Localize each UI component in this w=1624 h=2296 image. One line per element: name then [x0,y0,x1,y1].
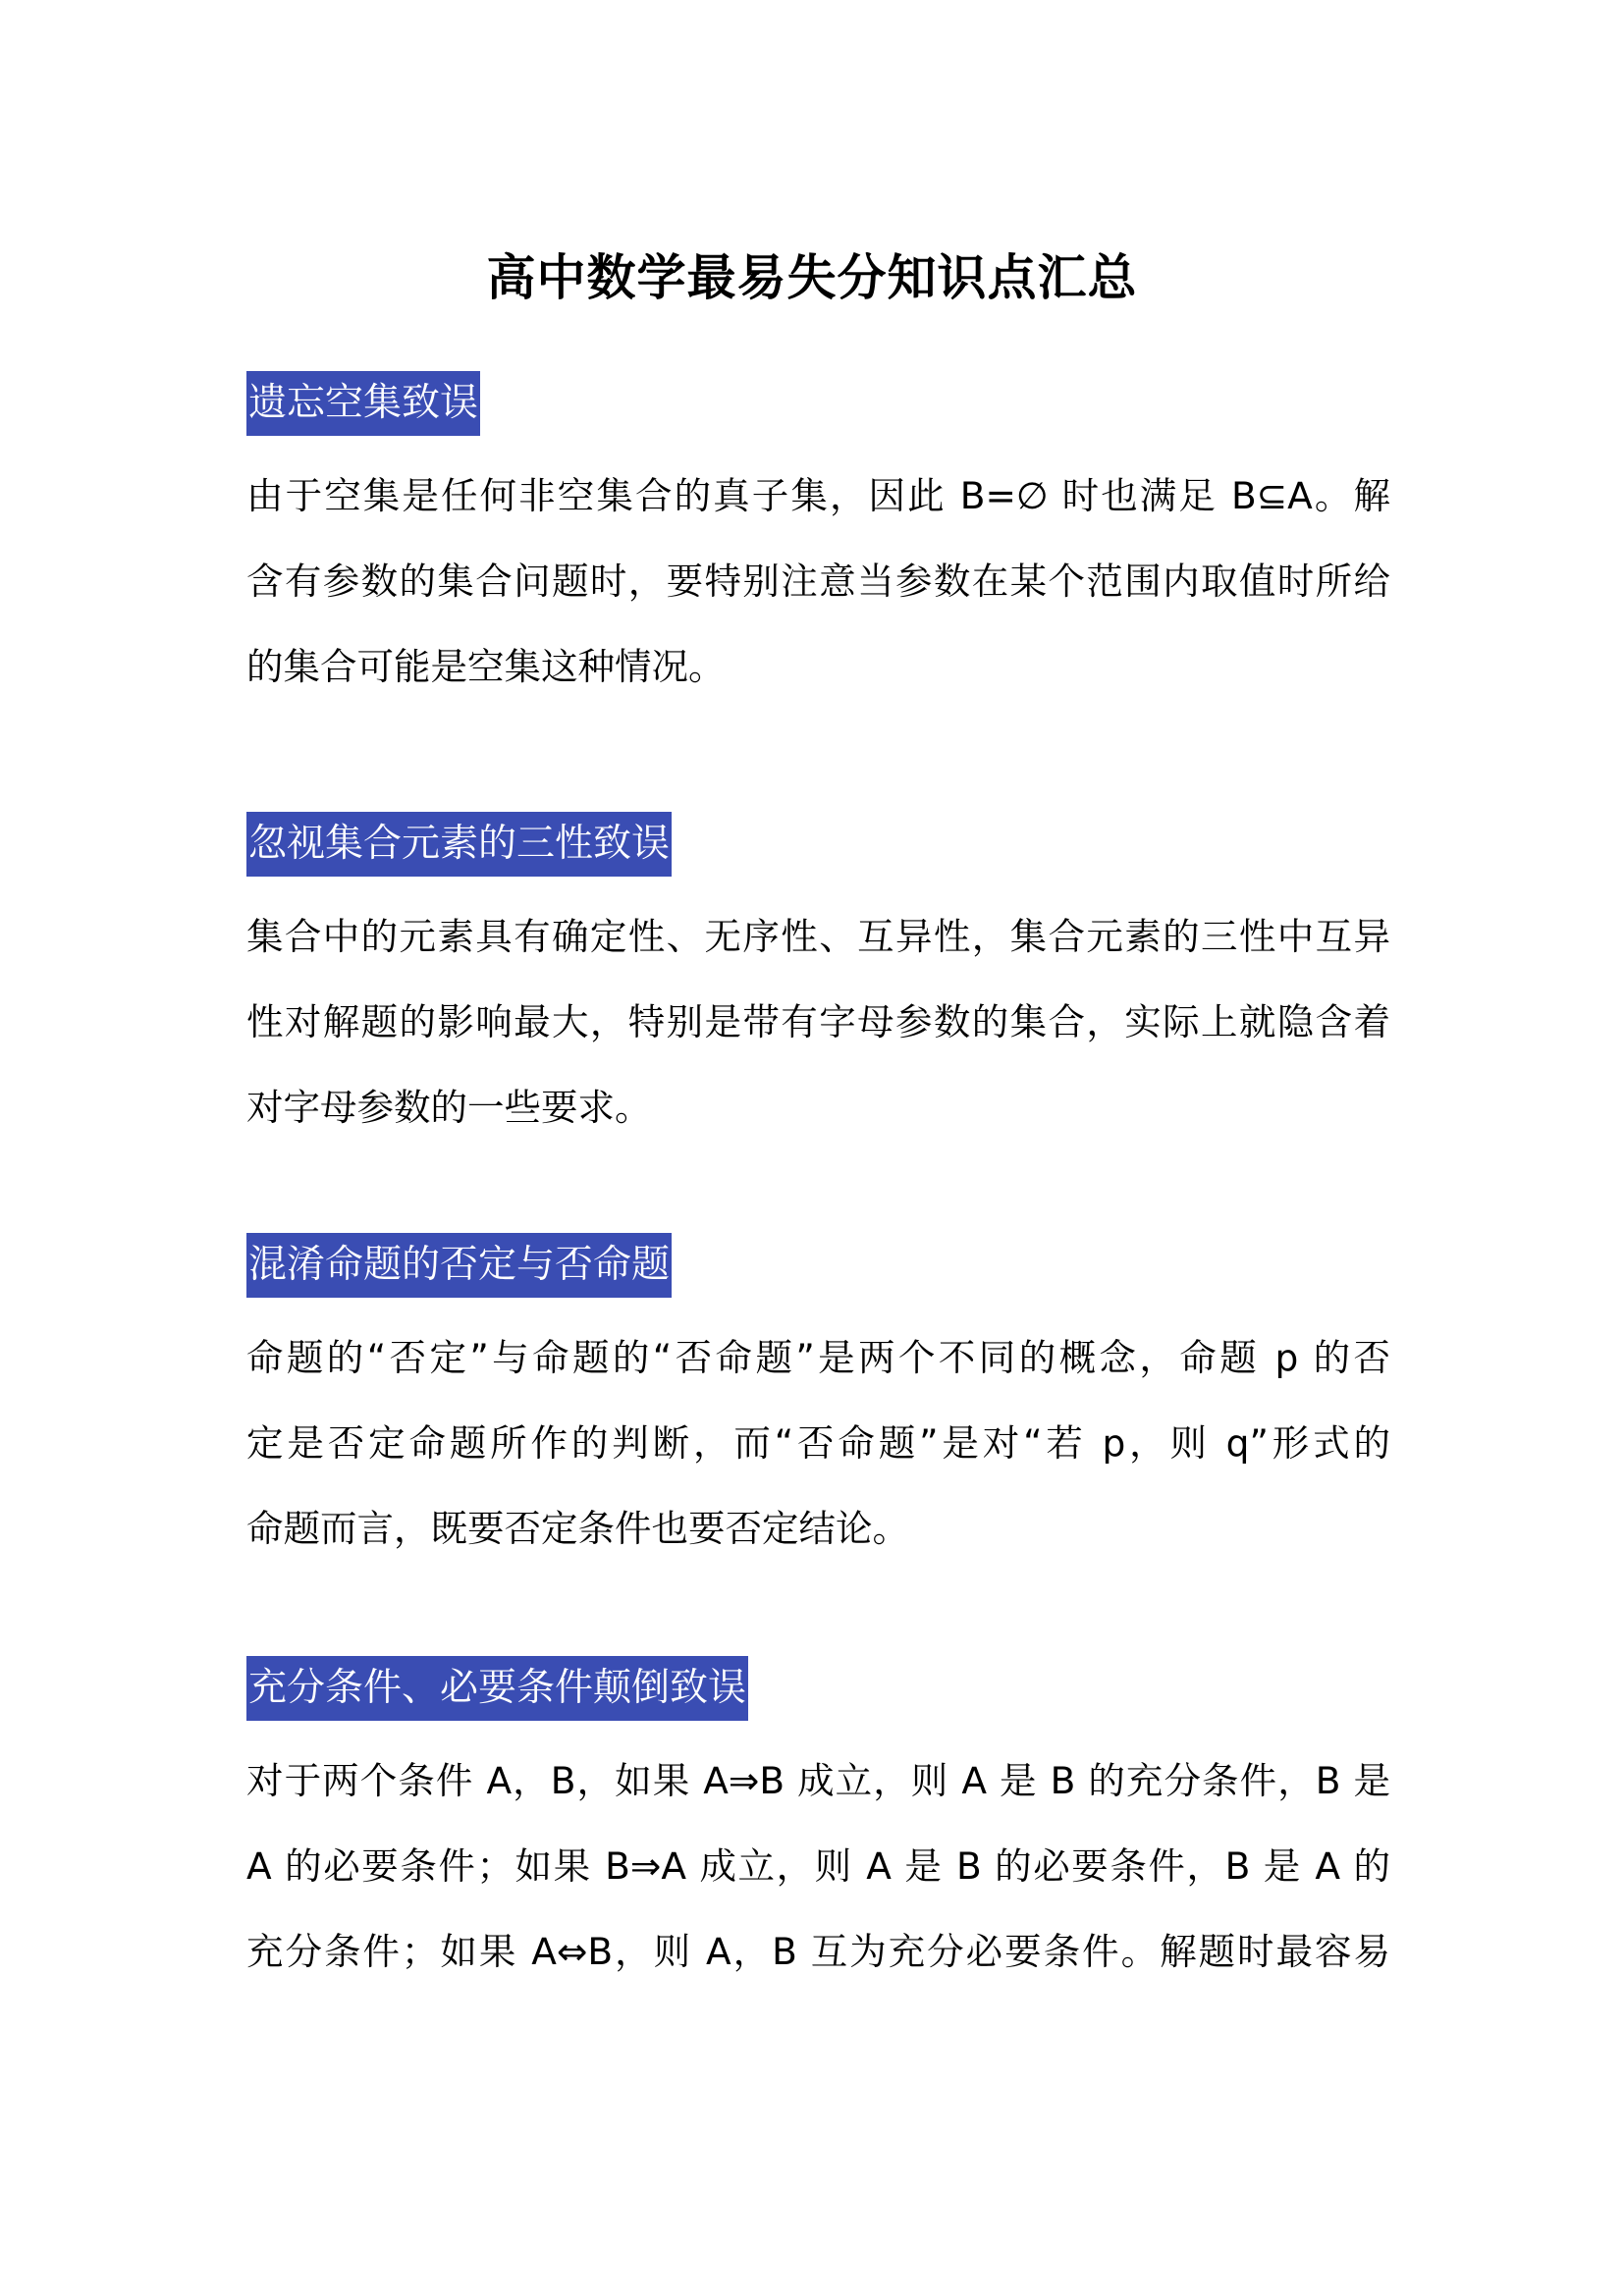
body-line: A 的必要条件；如果 B⇒A 成立，则 A 是 B 的必要条件，B 是 A 的 [246,1844,1390,1888]
section-empty-set [246,371,1390,710]
section-negation-vs-inverse [246,1233,1390,1572]
body-line: 的集合可能是空集这种情况。 [246,645,726,688]
body-line: 命题的“否定”与命题的“否命题”是两个不同的概念，命题 p 的否 [246,1336,1390,1379]
section-heading: 忽视集合元素的三性致误 [246,812,672,877]
body-line: 集合中的元素具有确定性、无序性、互异性，集合元素的三性中互异 [246,915,1390,958]
section-heading: 充分条件、必要条件颠倒致误 [246,1656,748,1721]
section-body [246,454,1390,710]
body-line: 充分条件；如果 A⇔B，则 A，B 互为充分必要条件。解题时最容易 [246,1930,1390,1973]
body-line: 性对解题的影响最大，特别是带有字母参数的集合，实际上就隐含着 [246,1000,1390,1043]
section-heading: 遗忘空集致误 [246,371,480,436]
body-line: 命题而言，既要否定条件也要否定结论。 [246,1507,909,1550]
body-line: 定是否定命题所作的判断，而“否命题”是对“若 p，则 q”形式的 [246,1421,1390,1465]
section-body [246,1738,1390,1995]
section-heading: 混淆命题的否定与否命题 [246,1233,672,1298]
section-body [246,894,1390,1150]
section-set-element-properties [246,812,1390,1150]
page-title: 高中数学最易失分知识点汇总 [486,248,1138,306]
body-line: 由于空集是任何非空集合的真子集，因此 B=∅ 时也满足 B⊆A。解 [246,474,1390,517]
section-sufficient-necessary [246,1656,1390,1995]
body-line: 对于两个条件 A，B，如果 A⇒B 成立，则 A 是 B 的充分条件，B 是 [246,1759,1390,1802]
body-line: 含有参数的集合问题时，要特别注意当参数在某个范围内取值时所给 [246,560,1390,603]
body-line: 对字母参数的一些要求。 [246,1086,652,1129]
section-body [246,1315,1390,1572]
